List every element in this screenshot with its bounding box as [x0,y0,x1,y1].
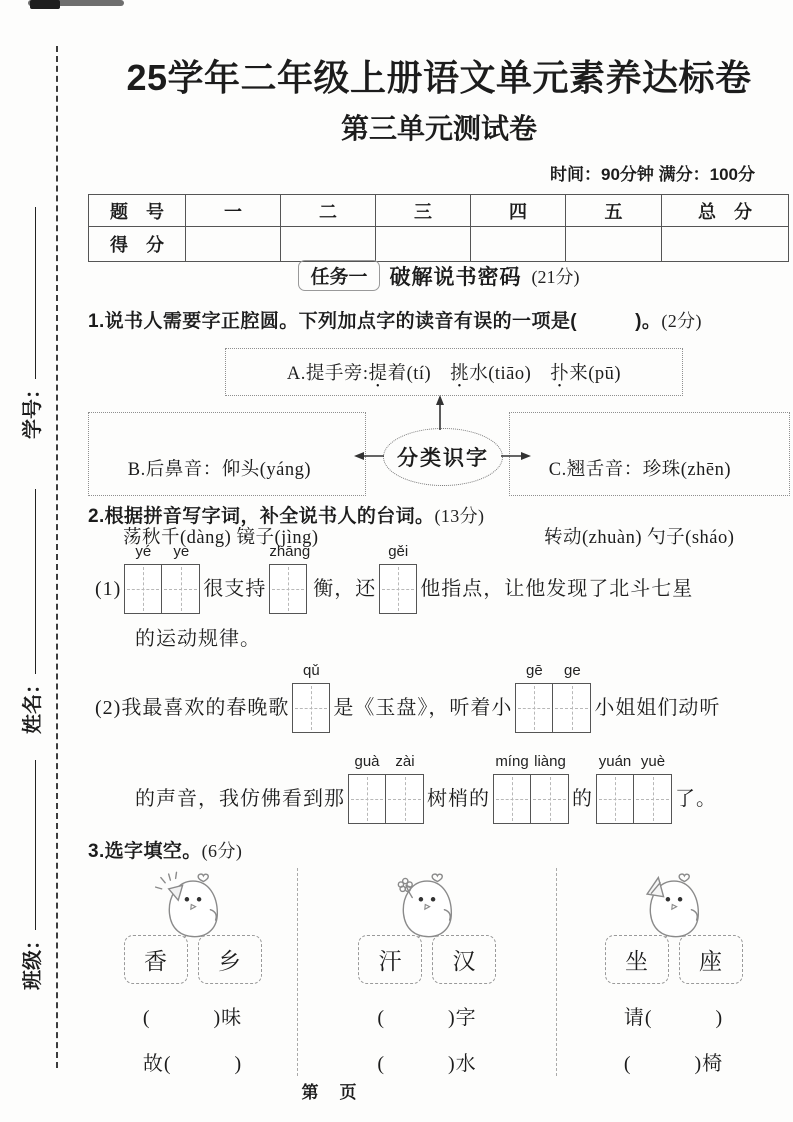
q2-part1-line1 [95,543,693,614]
writing-cell[interactable] [553,683,591,733]
pinyin-writing-box [379,543,417,614]
student-id-label: 学号： [22,379,44,439]
emphasized-char: 珍 • [643,460,662,480]
score-col-1: 一 [186,195,281,227]
text-run: 子(jìng) [255,528,319,548]
text-run: A.提手旁: [286,364,369,384]
writing-cell[interactable] [386,774,424,824]
writing-cell[interactable] [379,564,417,614]
pinyin-label: zhāng [269,543,311,560]
choice-card: 乡 [198,935,262,984]
emphasized-char: 提 • [369,359,388,385]
score-cell[interactable] [471,227,566,262]
q2-part2-line1 [95,662,720,733]
pinyin-row [269,543,310,564]
emphasized-char: 仰 • [222,460,241,480]
option-b-line1 [128,460,311,480]
pinyin-writing-box [596,753,672,824]
pinyin-label: liàng [534,753,566,770]
score-col-4: 四 [471,195,566,227]
pinyin-row [348,753,424,774]
fill-blank[interactable]: ( )味 [142,1007,243,1029]
task-badge: 任务一 [298,260,379,291]
question2-points: (13分) [434,506,485,526]
text-run: 珠(zhēn) [661,460,731,480]
choice-card: 汗 [358,935,422,984]
binding-dashed-line [56,46,58,1068]
scan-artifact [30,0,60,9]
text-run: 着(tí) [387,364,451,384]
fill-blank[interactable]: ( )字 [377,1007,477,1029]
q2-part1-line2 [135,622,261,664]
sentence-text: 了。 [675,788,717,810]
arrow-up-icon [433,395,447,430]
pinyin-writing-box [493,753,569,824]
question1-points: (2分) [661,311,702,331]
pinyin-row [124,543,200,564]
writing-cell[interactable] [531,774,569,824]
arrow-left-icon [354,449,384,463]
text-run: 子(sháo) [666,528,735,548]
question2-stem: 2.根据拼音写字词，补全说书人的台词。(13分) [88,506,485,527]
emphasized-char: 转 • [544,528,563,548]
pinyin-label: qǔ [302,662,320,679]
pinyin-label: yuè [640,753,666,770]
arrow-right-icon [501,449,531,463]
pinyin-label: gē [525,662,543,679]
text-run: 头(yáng) [240,460,312,480]
chick-flower-icon [379,868,475,941]
score-col-2: 二 [281,195,376,227]
choice-card: 坐 [605,935,669,984]
sentence-text: 他指点，让他发现了北斗七星 [420,578,694,600]
emphasized-char: 镜 • [236,528,255,548]
option-c-line1 [549,460,731,480]
score-table [88,194,789,262]
q3-group-1 [88,868,298,1076]
score-col-3: 三 [376,195,471,227]
pinyin-label: guà [354,753,380,770]
pinyin-label: gěi [388,543,409,560]
chick-party-hat-icon [626,868,722,941]
pinyin-label: ye [173,543,190,560]
q3-group-3 [557,868,790,1076]
classify-center-bubble: 分类识字 [383,428,503,486]
score-col-5: 五 [566,195,662,227]
pinyin-row [292,662,330,683]
name-label: 姓名： [22,674,44,734]
text-run: 水(tiāo) [469,364,551,384]
score-cell-total[interactable] [662,227,789,262]
emphasized-char: 勺 • [647,528,666,548]
sentence-text: 很支持 [203,578,267,600]
sentence-text: 小姐姐们动听 [594,697,721,719]
pinyin-writing-box [515,662,591,733]
pinyin-writing-box [269,543,310,614]
sentence-text: 的声音，我仿佛看到那 [135,788,345,810]
page-title: 25学年二年级上册语文单元素养达标卷 [126,57,752,98]
text-run: 动(zhuàn) [563,528,648,548]
fill-blank[interactable]: 故( ) [142,1053,243,1075]
emphasized-char: 扑 • [550,359,569,385]
sentence-text: (1) [95,578,122,600]
q3-group-2 [298,868,557,1076]
score-cell[interactable] [376,227,471,262]
pinyin-writing-box [292,662,330,733]
writing-cells [596,774,672,824]
pinyin-label: ge [563,662,581,679]
writing-cells [269,564,310,614]
fill-blank[interactable]: ( )水 [377,1053,477,1075]
class-input-line[interactable] [35,760,36,930]
choice-card: 香 [124,935,188,984]
question1-stem: 1.说书人需要字正腔圆。下列加点字的读音有误的一项是( )。(2分) [88,311,702,332]
text-run: 秋千(dàng) [142,528,237,548]
writing-cells [292,683,330,733]
pinyin-row [493,753,569,774]
fill-blank[interactable]: ( )椅 [623,1053,724,1075]
question3-stem: 3.选字填空。(6分) [88,841,243,862]
sentence-text: (2)我最喜欢的春晚歌 [95,697,290,719]
writing-cell[interactable] [634,774,672,824]
writing-cells [515,683,591,733]
pinyin-row [596,753,672,774]
pinyin-writing-box [348,753,424,824]
text-run: C.翘舌音： [548,460,643,480]
student-info-fields [12,160,54,990]
writing-cells [493,774,569,824]
emphasized-char: 挑 • [450,359,469,385]
pinyin-label: zài [395,753,415,770]
sentence-text: 衡，还 [313,578,377,600]
writing-cell[interactable] [493,774,531,824]
sentence-text: 的 [572,788,593,810]
question3-grid [88,868,790,1076]
writing-cells [124,564,200,614]
writing-cell[interactable] [515,683,553,733]
pinyin-label: yé [135,543,152,560]
writing-cell[interactable] [596,774,634,824]
option-a-box [225,348,683,396]
score-table-header: 题 号 [89,195,186,227]
chick-party-popper-icon [145,868,241,941]
choice-card: 座 [679,935,743,984]
writing-cells [379,564,417,614]
time-score-info: 时间：90分钟 满分：100分 [550,165,755,184]
option-c-box [509,412,790,548]
pinyin-row [515,662,591,683]
score-col-total: 总 分 [662,195,789,227]
name-input-line[interactable] [35,489,36,674]
pinyin-label: yuán [598,753,632,770]
text-run: 来(pū) [569,364,622,384]
task-points: (21分) [531,266,580,287]
choice-card: 汉 [432,935,496,984]
pinyin-writing-box [124,543,200,614]
sentence-text: 是《玉盘》，听着小 [333,697,513,719]
pinyin-label: míng [495,753,529,770]
text-run: B.后鼻音： [127,460,222,480]
question3-points: (6分) [201,841,243,861]
fill-blank[interactable]: 请( ) [623,1007,724,1029]
q2-part2-line2 [135,753,717,824]
emphasized-char: 荡 • [123,528,142,548]
page-number-footer: 第 页 [301,1083,359,1102]
sentence-text: 树梢的 [427,788,490,810]
writing-cell[interactable] [162,564,200,614]
task-title: 破解说书密码 [389,265,522,289]
score-row-label: 得 分 [89,227,186,262]
writing-cell[interactable] [292,683,330,733]
binding-sidebar [12,160,54,990]
pinyin-row [379,543,417,564]
page-subtitle: 第三单元测试卷 [340,113,537,144]
writing-cell[interactable] [124,564,162,614]
score-cell[interactable] [281,227,376,262]
writing-cell[interactable] [269,564,307,614]
task-banner [88,260,790,291]
writing-cells [348,774,424,824]
writing-cell[interactable] [348,774,386,824]
score-cell[interactable] [566,227,662,262]
sentence-text: 的运动规律。 [135,628,261,650]
student-id-input-line[interactable] [35,207,36,379]
score-cell[interactable] [186,227,281,262]
class-label: 班级： [22,930,44,990]
